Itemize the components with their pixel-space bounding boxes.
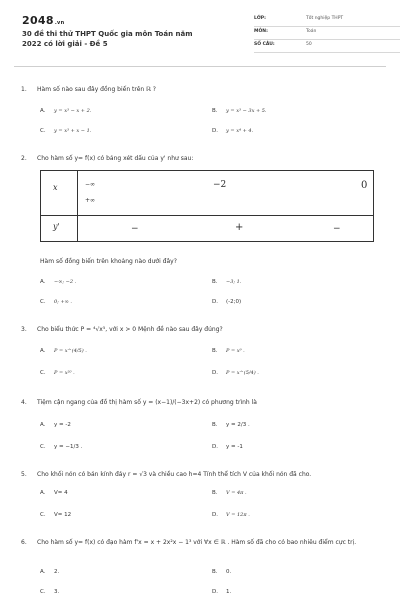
question-text: Cho hàm số y= f(x) có đạo hàm f'x = x + 2x²x − 1³ với ∀x ∈ ℝ . Hàm số đã cho có bao nhiêu điểm cực trị. [37, 539, 357, 546]
option-value: y = x⁴ + 4. [226, 128, 254, 134]
option-letter: C. [40, 370, 46, 376]
option-value: V = 12π . [226, 512, 250, 518]
option-value: P = x²⁰ . [54, 370, 75, 376]
option-b[interactable] [212, 490, 247, 496]
option-value: −3; 1. [226, 279, 242, 285]
option-letter: B. [212, 422, 218, 428]
option-letter: C. [40, 589, 46, 595]
meta-table [254, 14, 400, 53]
meta-row-grade [254, 14, 400, 27]
option-d[interactable] [212, 589, 231, 595]
document-title: 30 đề thi thử THPT Quốc gia môn Toán năm 2022 có lời giải - Đề 5 [22, 30, 193, 48]
option-a[interactable] [40, 108, 91, 114]
option-a[interactable] [40, 348, 87, 354]
option-letter: B. [212, 569, 218, 575]
option-letter: B. [212, 348, 218, 354]
question-subtext: Hàm số đồng biến trên khoảng nào dưới đây? [40, 258, 177, 265]
option-letter: C. [40, 128, 46, 134]
question-number: 1. [21, 86, 27, 93]
question-number: 4. [21, 399, 27, 406]
option-letter: A. [40, 348, 46, 354]
sign-table [40, 170, 374, 242]
option-letter: B. [212, 279, 218, 285]
option-letter: D. [212, 299, 218, 305]
option-a[interactable] [40, 279, 76, 285]
option-d[interactable] [212, 444, 243, 450]
option-letter: A. [40, 422, 46, 428]
option-c[interactable] [40, 589, 59, 595]
option-b[interactable] [212, 422, 250, 428]
site-logo[interactable] [22, 14, 64, 27]
table-sign-3: − [333, 224, 341, 234]
meta-value: Toán [306, 29, 317, 34]
meta-value: 50 [306, 42, 312, 47]
option-value: 1. [226, 589, 232, 595]
option-a[interactable] [40, 569, 59, 575]
option-c[interactable] [40, 370, 75, 376]
option-letter: D. [212, 512, 218, 518]
table-yprime-label: y' [53, 222, 60, 231]
option-c[interactable] [40, 299, 72, 305]
option-letter: D. [212, 589, 218, 595]
option-value: y = -2 [54, 422, 71, 428]
option-value: V= 12 [54, 512, 72, 518]
option-a[interactable] [40, 422, 71, 428]
option-letter: D. [212, 370, 218, 376]
option-value: (-2;0) [226, 299, 242, 305]
option-letter: A. [40, 569, 46, 575]
meta-row-count [254, 40, 400, 53]
option-value: y = x³ + x − 1. [54, 128, 92, 134]
option-c[interactable] [40, 128, 91, 134]
table-x-label: x [53, 183, 58, 192]
table-pos-inf: +∞ [85, 197, 96, 204]
option-value: −∞; −2 . [54, 279, 77, 285]
meta-label: MÔN: [254, 29, 268, 34]
header-divider [14, 66, 386, 67]
option-value: 2. [54, 569, 60, 575]
option-value: y = x³ − 3x + 5. [226, 108, 267, 114]
option-d[interactable] [212, 128, 253, 134]
option-b[interactable] [212, 279, 241, 285]
option-value: P = x^(4/5) . [54, 348, 87, 354]
table-neg-inf: −∞ [85, 181, 96, 188]
option-d[interactable] [212, 299, 241, 305]
option-value: V= 4 [54, 490, 68, 496]
option-b[interactable] [212, 108, 267, 114]
option-c[interactable] [40, 444, 82, 450]
option-letter: C. [40, 444, 46, 450]
logo-suffix: .vn [54, 20, 65, 26]
option-letter: A. [40, 490, 46, 496]
option-letter: B. [212, 108, 218, 114]
option-value: V = 4π . [226, 490, 247, 496]
option-value: 0; +∞ . [54, 299, 72, 305]
table-x-right: 0 [361, 180, 368, 191]
table-x-mid: −2 [213, 180, 227, 190]
option-d[interactable] [212, 512, 250, 518]
option-b[interactable] [212, 569, 231, 575]
option-letter: B. [212, 490, 218, 496]
option-value: P = x^(5/4) . [226, 370, 259, 376]
question-number: 5. [21, 471, 27, 478]
option-letter: A. [40, 108, 46, 114]
table-divider-vertical [77, 171, 78, 241]
option-b[interactable] [212, 348, 245, 354]
question-text: Cho khối nón có bán kính đáy r = √3 và chiều cao h=4 Tính thể tích V của khối nón đã cho. [37, 471, 312, 478]
option-value: y = 2/3 . [226, 422, 250, 428]
option-d[interactable] [212, 370, 259, 376]
option-value: y = −1/3 . [54, 444, 83, 450]
option-value: 3. [54, 589, 60, 595]
option-letter: C. [40, 512, 46, 518]
question-number: 6. [21, 539, 27, 546]
option-letter: D. [212, 128, 218, 134]
page-header [22, 14, 382, 58]
option-c[interactable] [40, 512, 71, 518]
meta-label: SỐ CÂU: [254, 42, 275, 47]
option-letter: C. [40, 299, 46, 305]
question-text: Cho biểu thức P = ⁴√x⁵, với x > 0 Mệnh đề nào sau đây đúng? [37, 326, 223, 333]
option-value: 0. [226, 569, 232, 575]
option-value: y = x³ − x + 2. [54, 108, 92, 114]
table-sign-1: − [131, 224, 139, 234]
question-number: 2. [21, 155, 27, 162]
question-number: 3. [21, 326, 27, 333]
logo-text: 2048 [22, 14, 54, 27]
option-value: y = -1 [226, 444, 243, 450]
option-letter: A. [40, 279, 46, 285]
meta-row-subject [254, 27, 400, 40]
question-text: Hàm số nào sau đây đồng biến trên ℝ ? [37, 86, 156, 93]
option-a[interactable] [40, 490, 68, 496]
option-letter: D. [212, 444, 218, 450]
option-value: P = x⁹ . [226, 348, 245, 354]
meta-label: LỚP: [254, 16, 266, 21]
question-text: Cho hàm số y= f(x) có bảng xét dấu của y' như sau: [37, 155, 194, 162]
table-sign-2: + [235, 222, 244, 233]
table-divider-horizontal [41, 215, 373, 216]
meta-value: Tốt nghiệp THPT [306, 16, 344, 21]
question-text: Tiệm cận ngang của đồ thị hàm số y = (x−1)/(−3x+2) có phương trình là [37, 399, 257, 406]
